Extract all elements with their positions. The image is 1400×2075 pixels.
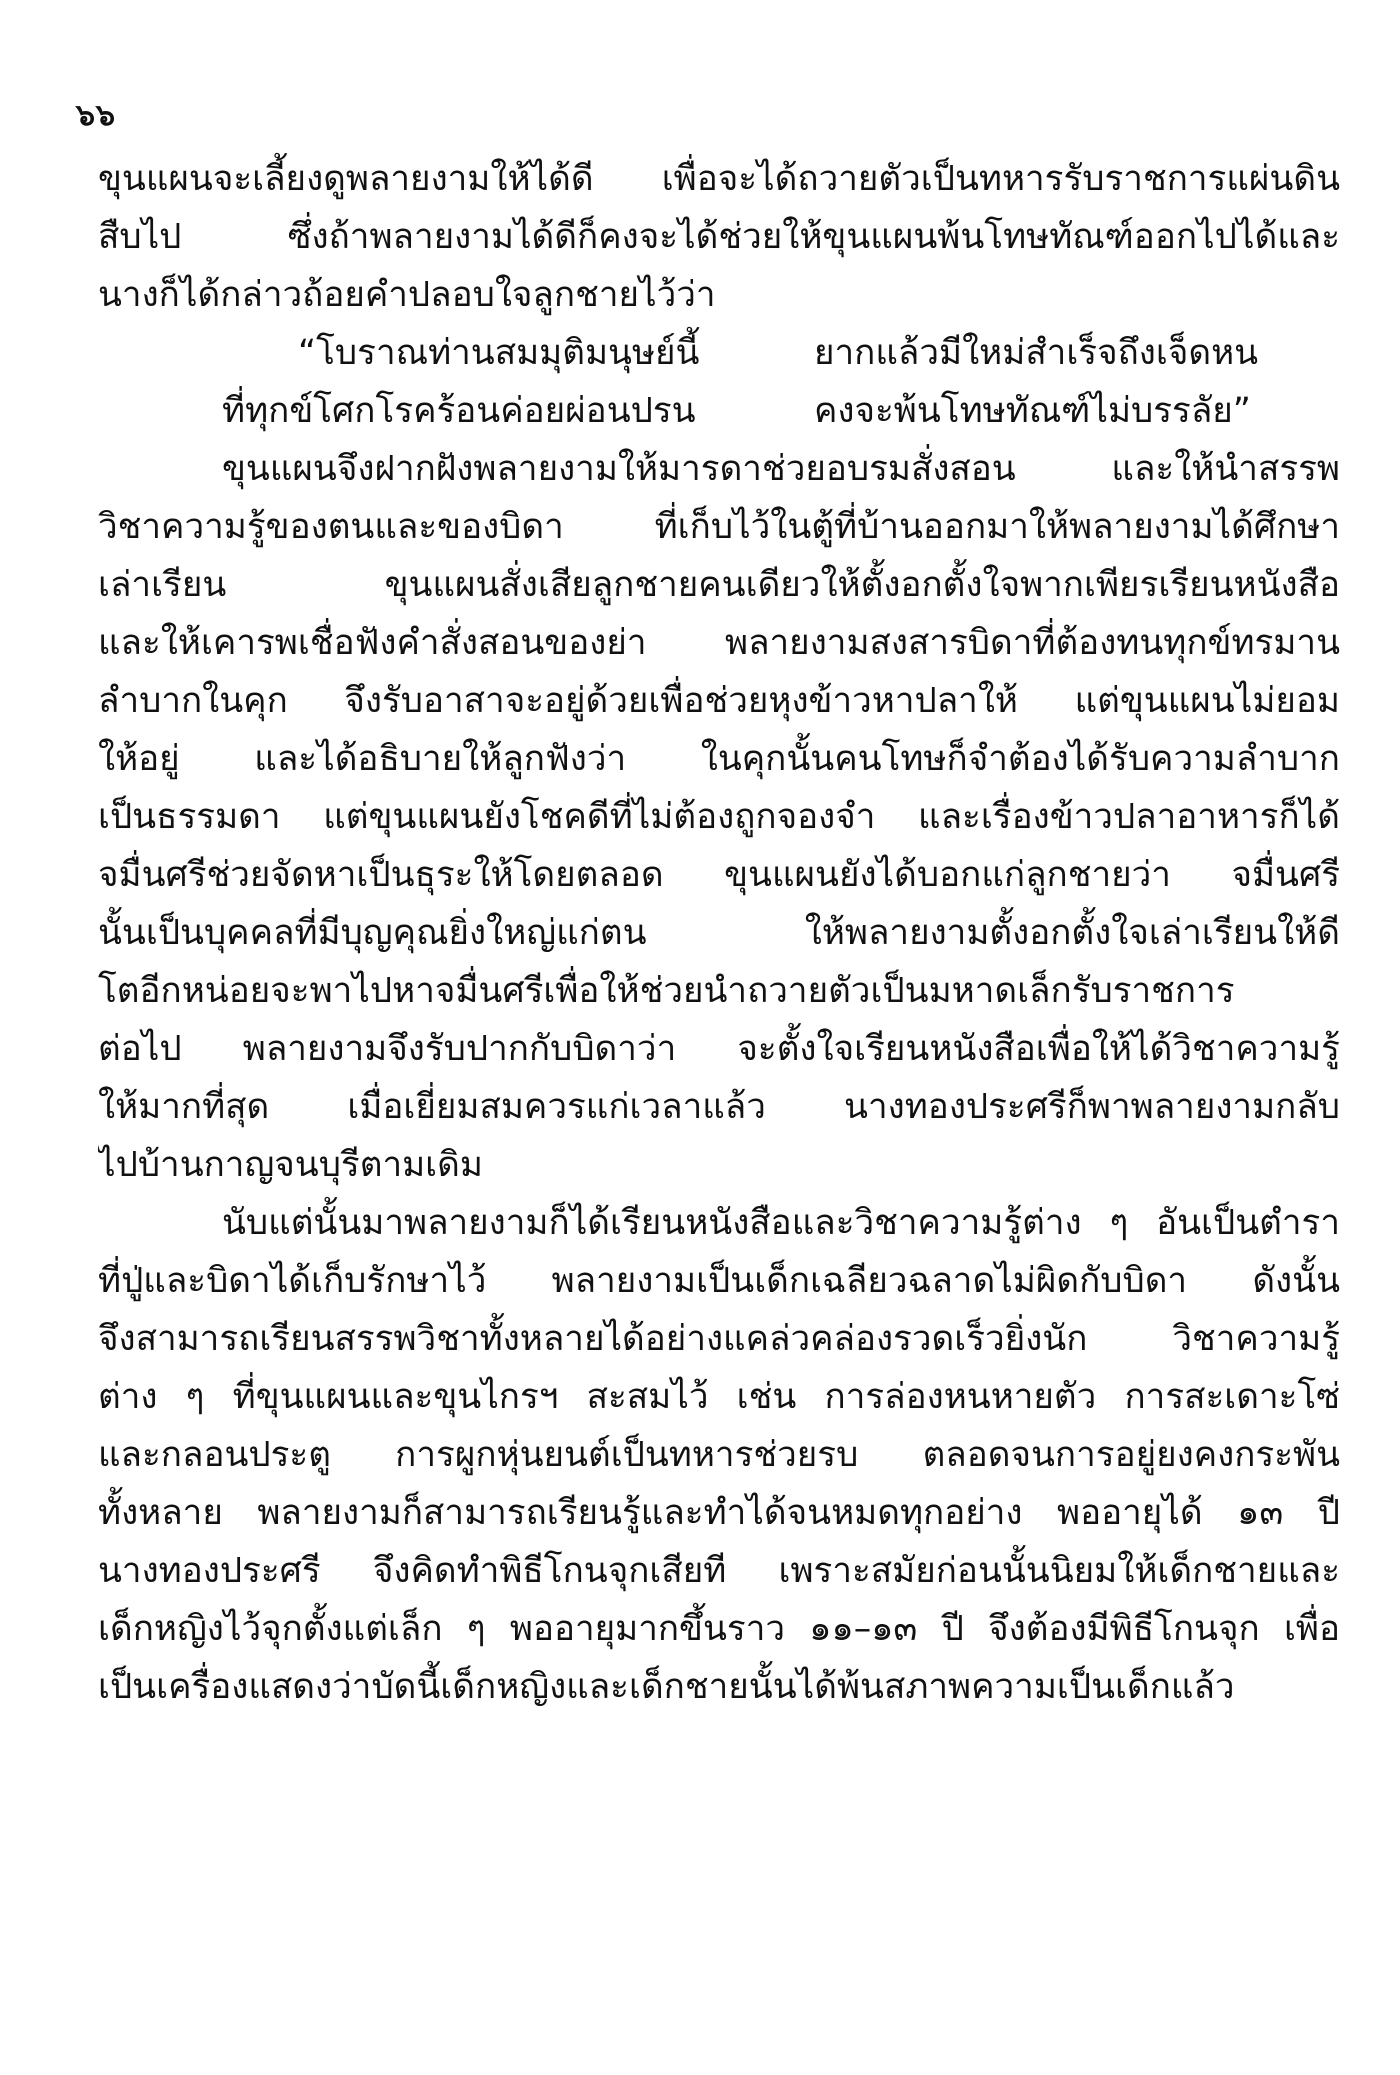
text-line: ลำบากในคุก จึงรับอาสาจะอยู่ด้วยเพื่อช่วยหุงข้าวหาปลาให้ แต่ขุนแผนไม่ยอม [98, 681, 1340, 721]
text-line: ไปบ้านกาญจนบุรีตามเดิม [98, 1145, 483, 1185]
text-line: ต่าง ๆ ที่ขุนแผนและขุนไกรฯ สะสมไว้ เช่น การล่องหนหายตัว การสะเดาะโซ่ [98, 1377, 1340, 1417]
body-text [98, 150, 1340, 1716]
poem-block [98, 324, 1340, 440]
page-number: ๖๖ [76, 98, 117, 133]
text-line: ให้อยู่ และได้อธิบายให้ลูกฟังว่า ในคุกนั้นคนโทษก็จำต้องได้รับความลำบาก [98, 739, 1340, 779]
text-line: นางทองประศรี จึงคิดทำพิธีโกนจุกเสียที เพราะสมัยก่อนนั้นนิยมให้เด็กชายและ [98, 1551, 1340, 1591]
text-line: จึงสามารถเรียนสรรพวิชาทั้งหลายได้อย่างแคล่วคล่องรวดเร็วยิ่งนัก วิชาความรู้ [98, 1319, 1340, 1359]
poem-verse-first-half: “โบราณท่านสมมุติมนุษย์นี้ [298, 333, 700, 373]
text-line: วิชาความรู้ของตนและของบิดา ที่เก็บไว้ในตู้ที่บ้านออกมาให้พลายงามได้ศึกษา [98, 507, 1340, 547]
text-line: เป็นเครื่องแสดงว่าบัดนี้เด็กหญิงและเด็กชายนั้นได้พ้นสภาพความเป็นเด็กแล้ว [98, 1667, 1235, 1707]
text-line: ต่อไป พลายงามจึงรับปากกับบิดาว่า จะตั้งใจเรียนหนังสือเพื่อให้ได้วิชาความรู้ [98, 1029, 1340, 1069]
text-line: นั้นเป็นบุคคลที่มีบุญคุณยิ่งใหญ่แก่ตน ให้พลายงามตั้งอกตั้งใจเล่าเรียนให้ดี [98, 913, 1340, 953]
text-line: นับแต่นั้นมาพลายงามก็ได้เรียนหนังสือและวิชาความรู้ต่าง ๆ อันเป็นตำรา [222, 1203, 1340, 1243]
text-line: ขุนแผนจึงฝากฝังพลายงามให้มารดาช่วยอบรมสั่งสอน และให้นำสรรพ [222, 449, 1340, 489]
text-line: และกลอนประตู การผูกหุ่นยนต์เป็นทหารช่วยรบ ตลอดจนการอยู่ยงคงกระพัน [98, 1435, 1340, 1475]
poem-verse-first-half: ที่ทุกข์โศกโรคร้อนค่อยผ่อนปรน [222, 391, 696, 431]
text-line: โตอีกหน่อยจะพาไปหาจมื่นศรีเพื่อให้ช่วยนำถวายตัวเป็นมหาดเล็กรับราชการ [98, 971, 1235, 1011]
text-line: ทั้งหลาย พลายงามก็สามารถเรียนรู้และทำได้จนหมดทุกอย่าง พออายุได้ ๑๓ ปี [98, 1493, 1340, 1533]
text-line: ขุนแผนจะเลี้ยงดูพลายงามให้ได้ดี เพื่อจะได้ถวายตัวเป็นทหารรับราชการแผ่นดิน [98, 159, 1340, 199]
text-line: ที่ปู่และบิดาได้เก็บรักษาไว้ พลายงามเป็นเด็กเฉลียวฉลาดไม่ผิดกับบิดา ดังนั้น [98, 1261, 1340, 1301]
paragraph-2 [98, 440, 1340, 1194]
text-line: สืบไป ซึ่งถ้าพลายงามได้ดีก็คงจะได้ช่วยให้ขุนแผนพ้นโทษทัณฑ์ออกไปได้และ [98, 217, 1340, 257]
poem-verse [98, 324, 1340, 382]
paragraph-1 [98, 150, 1340, 324]
text-line: จมื่นศรีช่วยจัดหาเป็นธุระให้โดยตลอด ขุนแผนยังได้บอกแก่ลูกชายว่า จมื่นศรี [98, 855, 1340, 895]
text-line: ให้มากที่สุด เมื่อเยี่ยมสมควรแก่เวลาแล้ว นางทองประศรีก็พาพลายงามกลับ [98, 1087, 1340, 1127]
paragraph-3 [98, 1194, 1340, 1716]
text-line: เป็นธรรมดา แต่ขุนแผนยังโชคดีที่ไม่ต้องถูกจองจำ และเรื่องข้าวปลาอาหารก็ได้ [98, 797, 1340, 837]
poem-verse [98, 382, 1340, 440]
text-line: และให้เคารพเชื่อฟังคำสั่งสอนของย่า พลายงามสงสารบิดาที่ต้องทนทุกข์ทรมาน [98, 623, 1340, 663]
text-line: เด็กหญิงไว้จุกตั้งแต่เล็ก ๆ พออายุมากขึ้นราว ๑๑–๑๓ ปี จึงต้องมีพิธีโกนจุก เพื่อ [98, 1609, 1340, 1649]
poem-verse-second-half: ยากแล้วมีใหม่สำเร็จถึงเจ็ดหน [814, 333, 1259, 373]
text-line: เล่าเรียน ขุนแผนสั่งเสียลูกชายคนเดียวให้ตั้งอกตั้งใจพากเพียรเรียนหนังสือ [98, 565, 1340, 605]
poem-verse-second-half: คงจะพ้นโทษทัณฑ์ไม่บรรลัย” [814, 391, 1251, 431]
text-line: นางก็ได้กล่าวถ้อยคำปลอบใจลูกชายไว้ว่า [98, 275, 716, 315]
